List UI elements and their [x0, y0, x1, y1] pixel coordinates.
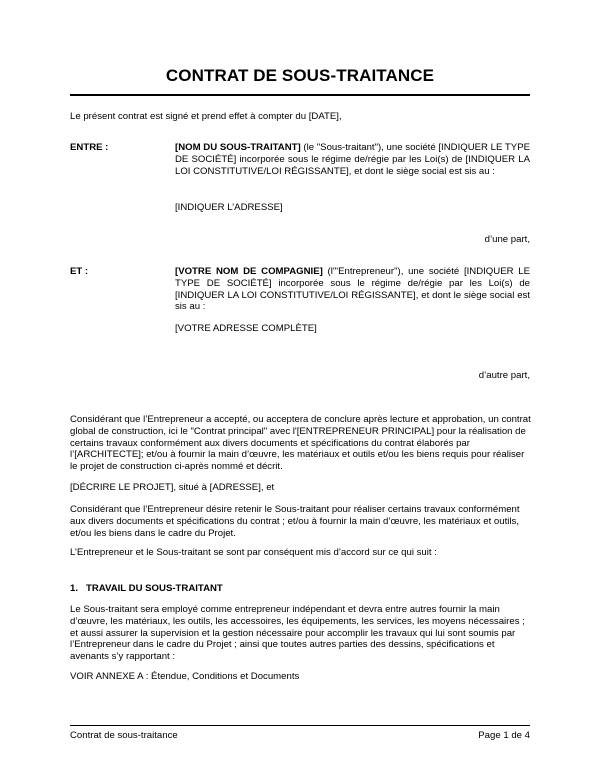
party2-description — [175, 266, 530, 313]
party1-label: ENTRE : — [70, 142, 109, 153]
recital-paragraph-1: Considérant que l’Entrepreneur a accepté, ou acceptera de conclure après lecture et approbation, un contrat global de construction, ici le "Contrat principal" avec l'[ENTREPRENEUR PRINCIPAL] pour la réalisation de certains travaux conformément aux divers documents et spécifications du contrat élaborés par l’[ARCHITECTE]; et/ou à fournir la main d’œuvre, les matériaux et outils et/ou les biens requis pour réaliser le projet de construction ci-après nommé et décrit. — [70, 414, 531, 473]
party2-closing: d’autre part, — [478, 370, 530, 381]
section-1-body: Le Sous-traitant sera employé comme entrepreneur indépendant et devra entre autres fournir la main d’œuvre, les matériaux, les outils, les accessoires, les équipements, les services, les moyens nécessaires ; et aussi assurer la supervision et la gestion nécessaire pour accomplir les travaux qui lui sont soumis par l’Entrepreneur dans le cadre du Projet ; ainsi que toutes autres parties des dessins, spécifications et avenants s’y rapportant : — [70, 604, 525, 663]
document-title: CONTRAT DE SOUS-TRAITANCE — [165, 66, 435, 85]
section-1-annex: VOIR ANNEXE A : Étendue, Conditions et Documents — [70, 671, 300, 682]
party2-text: (l'"Entrepreneur"), une société [INDIQUER LE TYPE DE SOCIÉTÉ] incorporée sous le régime de/régie par les Loi(s) de [INDIQUER LA LOI CONSTITUTIVE/LOI RÉGISSANTE], et dont le siège social est sis au : — [175, 266, 530, 313]
party1-text: (le "Sous-traitant"), une société [INDIQUER LE TYPE DE SOCIÉTÉ] incorporée sous le régime de/régie par les Loi(s) de [INDIQUER LA LOI CONSTITUTIVE/LOI RÉGISSANTE], et dont le siège social est sis au : — [175, 142, 530, 177]
footer-divider — [70, 725, 530, 726]
recital-paragraph-2: [DÉCRIRE LE PROJET], situé à [ADRESSE], et — [70, 482, 275, 493]
title-divider — [70, 94, 530, 96]
section-1-heading: 1. TRAVAIL DU SOUS-TRAITANT — [70, 583, 223, 594]
party1-closing: d’une part, — [484, 234, 530, 245]
party1-description — [175, 142, 530, 177]
party2-address: [VOTRE ADRESSE COMPLÈTE] — [175, 323, 317, 334]
agreement-paragraph: L’Entrepreneur et le Sous-traitant se sont par conséquent mis d’accord sur ce qui suit : — [70, 547, 437, 558]
party2-name: [VOTRE NOM DE COMPAGNIE] — [175, 266, 323, 277]
party1-address: [INDIQUER L’ADRESSE] — [175, 202, 283, 213]
page-number: Page 1 de 4 — [478, 730, 530, 741]
party1-name: [NOM DU SOUS-TRAITANT] — [175, 142, 301, 153]
recital-paragraph-3: Considérant que l’Entrepreneur désire retenir le Sous-traitant pour réaliser certains travaux conformément aux divers documents et spécifications du contrat ; et/ou à fournir la main d’œuvre, les matériaux et outils, et/ou les biens dans le cadre du Projet. — [70, 504, 520, 539]
intro-paragraph: Le présent contrat est signé et prend effet à compter du [DATE], — [70, 111, 342, 122]
party2-label: ET : — [70, 266, 89, 277]
footer-title: Contrat de sous-traitance — [70, 730, 178, 741]
